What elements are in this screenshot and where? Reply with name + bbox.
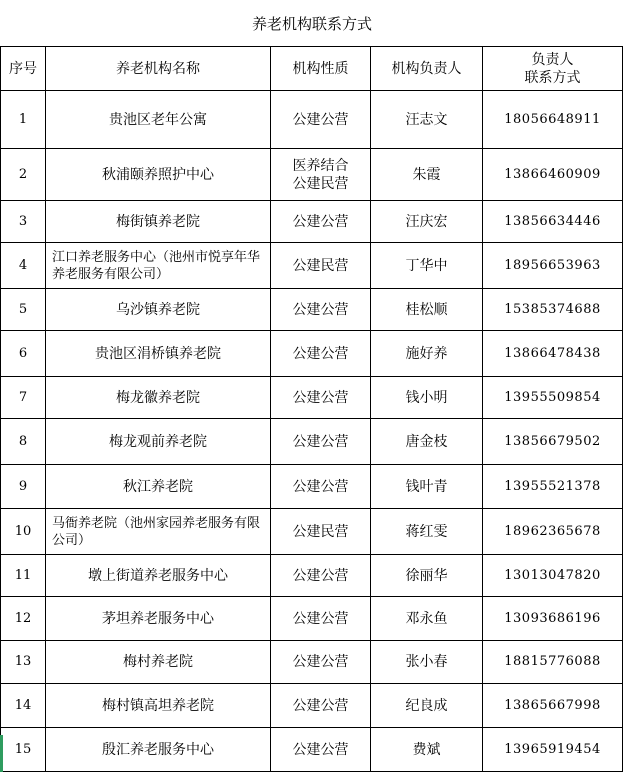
phone-cell: 13865667998 bbox=[483, 684, 623, 728]
phone-cell: 13866460909 bbox=[483, 149, 623, 201]
nature-cell: 公建公营 bbox=[271, 377, 371, 419]
phone-cell: 18962365678 bbox=[483, 509, 623, 555]
table-row bbox=[1, 728, 623, 772]
institution-name-cell: 梅龙观前养老院 bbox=[46, 419, 271, 465]
nature-cell: 公建公营 bbox=[271, 684, 371, 728]
institution-name-cell: 江口养老服务中心（池州市悦享年华养老服务有限公司） bbox=[46, 243, 271, 289]
nature-cell: 公建公营 bbox=[271, 641, 371, 684]
nature-cell: 公建公营 bbox=[271, 419, 371, 465]
seq-cell: 5 bbox=[1, 289, 46, 331]
header-contact-line1: 负责人 bbox=[531, 51, 574, 68]
institution-name-cell: 马衙养老院（池州家园养老服务有限公司） bbox=[46, 509, 271, 555]
seq-cell: 2 bbox=[1, 149, 46, 201]
seq-cell: 8 bbox=[1, 419, 46, 465]
head-cell: 徐丽华 bbox=[371, 555, 483, 597]
table-row bbox=[1, 243, 623, 289]
phone-cell: 13965919454 bbox=[483, 728, 623, 772]
table-row bbox=[1, 377, 623, 419]
seq-cell: 9 bbox=[1, 465, 46, 509]
nature-cell: 公建公营 bbox=[271, 597, 371, 641]
table-row bbox=[1, 597, 623, 641]
phone-cell: 13093686196 bbox=[483, 597, 623, 641]
seq-cell: 15 bbox=[1, 728, 46, 772]
header-nature: 机构性质 bbox=[271, 47, 371, 91]
seq-cell: 10 bbox=[1, 509, 46, 555]
head-cell: 汪志文 bbox=[371, 91, 483, 149]
seq-cell: 6 bbox=[1, 331, 46, 377]
head-cell: 丁华中 bbox=[371, 243, 483, 289]
nature-cell: 公建公营 bbox=[271, 555, 371, 597]
table-row bbox=[1, 509, 623, 555]
table-row bbox=[1, 684, 623, 728]
nature-cell: 公建民营 bbox=[271, 243, 371, 289]
head-cell: 蒋红雯 bbox=[371, 509, 483, 555]
phone-cell: 13013047820 bbox=[483, 555, 623, 597]
institution-name-cell: 茅坦养老服务中心 bbox=[46, 597, 271, 641]
head-cell: 邓永鱼 bbox=[371, 597, 483, 641]
institution-name-cell: 贵池区涓桥镇养老院 bbox=[46, 331, 271, 377]
head-cell: 唐金枝 bbox=[371, 419, 483, 465]
head-cell: 桂松顺 bbox=[371, 289, 483, 331]
institution-name-cell: 梅街镇养老院 bbox=[46, 201, 271, 243]
head-cell: 钱叶青 bbox=[371, 465, 483, 509]
nature-cell: 公建公营 bbox=[271, 465, 371, 509]
seq-cell: 11 bbox=[1, 555, 46, 597]
nature-cell: 公建公营 bbox=[271, 728, 371, 772]
phone-cell: 13866478438 bbox=[483, 331, 623, 377]
head-cell: 钱小明 bbox=[371, 377, 483, 419]
header-contact bbox=[483, 47, 623, 91]
head-cell: 朱霞 bbox=[371, 149, 483, 201]
contacts-table bbox=[0, 46, 623, 772]
header-name: 养老机构名称 bbox=[46, 47, 271, 91]
table-row bbox=[1, 289, 623, 331]
seq-cell: 14 bbox=[1, 684, 46, 728]
nature-cell: 公建公营 bbox=[271, 289, 371, 331]
nature-cell: 公建公营 bbox=[271, 91, 371, 149]
page-title: 养老机构联系方式 bbox=[251, 14, 372, 33]
table-row bbox=[1, 555, 623, 597]
header-contact-line2: 联系方式 bbox=[524, 69, 581, 86]
head-cell: 张小春 bbox=[371, 641, 483, 684]
table-row bbox=[1, 149, 623, 201]
header-row bbox=[1, 47, 623, 91]
institution-name-cell: 梅龙徽养老院 bbox=[46, 377, 271, 419]
phone-cell: 18056648911 bbox=[483, 91, 623, 149]
institution-name-cell: 贵池区老年公寓 bbox=[46, 91, 271, 149]
table-row bbox=[1, 419, 623, 465]
phone-cell: 13856679502 bbox=[483, 419, 623, 465]
phone-cell: 18956653963 bbox=[483, 243, 623, 289]
nature-cell: 公建公营 bbox=[271, 201, 371, 243]
seq-cell: 13 bbox=[1, 641, 46, 684]
institution-name-cell: 殷汇养老服务中心 bbox=[46, 728, 271, 772]
header-seq: 序号 bbox=[1, 47, 46, 91]
table-row bbox=[1, 465, 623, 509]
phone-cell: 13955509854 bbox=[483, 377, 623, 419]
seq-cell: 12 bbox=[1, 597, 46, 641]
seq-cell: 7 bbox=[1, 377, 46, 419]
table-row bbox=[1, 201, 623, 243]
institution-name-cell: 乌沙镇养老院 bbox=[46, 289, 271, 331]
seq-cell: 4 bbox=[1, 243, 46, 289]
nature-cell: 医养结合 公建民营 bbox=[271, 149, 371, 201]
head-cell: 施好养 bbox=[371, 331, 483, 377]
phone-cell: 18815776088 bbox=[483, 641, 623, 684]
header-head: 机构负责人 bbox=[371, 47, 483, 91]
seq-cell: 3 bbox=[1, 201, 46, 243]
seq-cell: 1 bbox=[1, 91, 46, 149]
table-row bbox=[1, 641, 623, 684]
phone-cell: 13955521378 bbox=[483, 465, 623, 509]
head-cell: 纪良成 bbox=[371, 684, 483, 728]
cell-selection-indicator bbox=[0, 735, 3, 772]
phone-cell: 13856634446 bbox=[483, 201, 623, 243]
institution-name-cell: 梅村养老院 bbox=[46, 641, 271, 684]
institution-name-cell: 梅村镇高坦养老院 bbox=[46, 684, 271, 728]
table-row bbox=[1, 331, 623, 377]
phone-cell: 15385374688 bbox=[483, 289, 623, 331]
nature-cell: 公建公营 bbox=[271, 331, 371, 377]
head-cell: 汪庆宏 bbox=[371, 201, 483, 243]
head-cell: 费斌 bbox=[371, 728, 483, 772]
nature-cell: 公建民营 bbox=[271, 509, 371, 555]
institution-name-cell: 秋浦颐养照护中心 bbox=[46, 149, 271, 201]
institution-name-cell: 墩上街道养老服务中心 bbox=[46, 555, 271, 597]
institution-name-cell: 秋江养老院 bbox=[46, 465, 271, 509]
table-row bbox=[1, 91, 623, 149]
